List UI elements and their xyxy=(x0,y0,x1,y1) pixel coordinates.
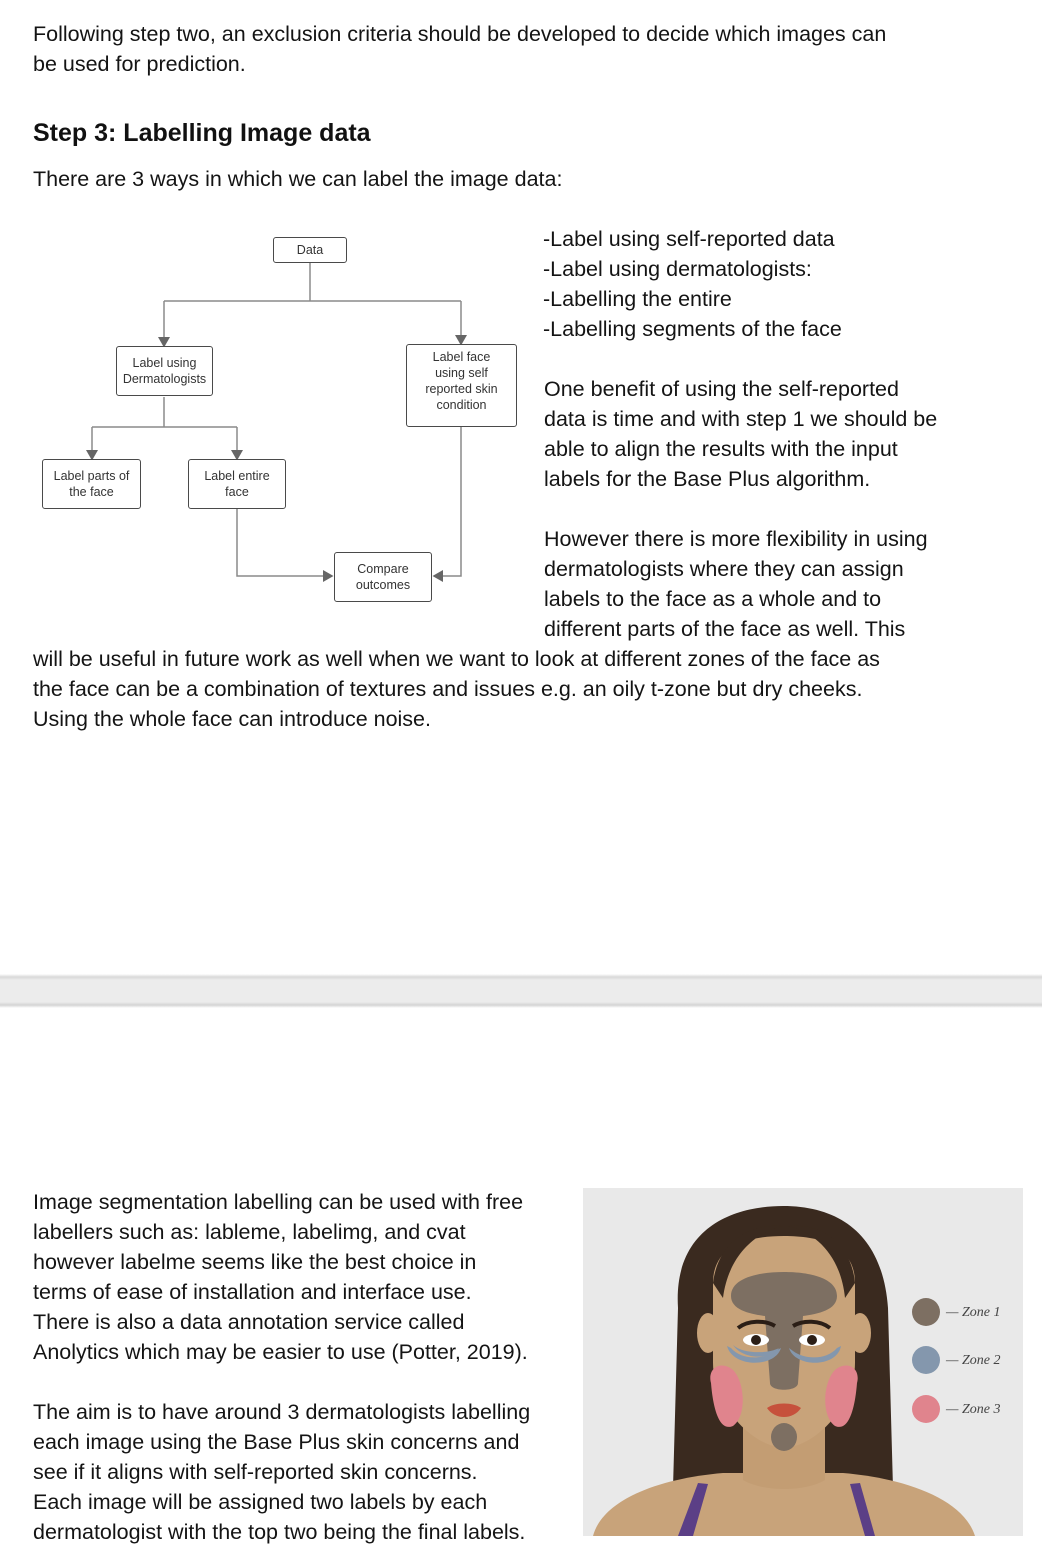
benefit-line: One benefit of using the self-reported xyxy=(544,377,899,401)
flexibility-line: labels to the face as a whole and to xyxy=(544,587,882,611)
flow-box-dermatologists xyxy=(116,346,213,396)
face-zones-drawing xyxy=(583,1188,1023,1536)
flow-box-self-reported-label: Label face using self reported skin condition xyxy=(425,350,498,412)
methods-item: -Labelling the entire xyxy=(543,287,732,311)
zone-2-label: — Zone 2 xyxy=(946,1353,1001,1368)
benefit-line: labels for the Base Plus algorithm. xyxy=(544,467,871,491)
segmentation-line: labellers such as: lableme, labelimg, and cvat xyxy=(33,1220,466,1244)
aim-line: dermatologist with the top two being the final labels. xyxy=(33,1520,526,1544)
flow-box-compare xyxy=(334,552,432,602)
flow-box-label-entire xyxy=(188,459,286,509)
aim-line: Each image will be assigned two labels by each xyxy=(33,1490,488,1514)
zone-3-label: — Zone 3 xyxy=(946,1402,1001,1417)
flow-box-data xyxy=(273,237,347,263)
methods-item: -Label using dermatologists: xyxy=(543,257,812,281)
flexibility-line: dermatologists where they can assign xyxy=(544,557,904,581)
flexibility-line: will be useful in future work as well when we want to look at different zones of the face as xyxy=(33,647,880,671)
aim-paragraph xyxy=(33,1397,530,1547)
zone-2-swatch xyxy=(912,1346,940,1374)
page-break-divider xyxy=(0,974,1042,1008)
flow-box-compare-label: Compare outcomes xyxy=(355,562,411,592)
segmentation-line: There is also a data annotation service called xyxy=(33,1310,465,1334)
segmentation-line: terms of ease of installation and interface use. xyxy=(33,1280,472,1304)
flexibility-line: However there is more flexibility in using xyxy=(544,527,928,551)
segmentation-line: Anolytics which may be easier to use (Potter, 2019). xyxy=(33,1340,528,1364)
zone-3-swatch xyxy=(912,1395,940,1423)
flow-box-self-reported xyxy=(406,344,517,427)
zone-1-swatch xyxy=(912,1298,940,1326)
flexibility-line: different parts of the face as well. This xyxy=(544,617,906,641)
flexibility-line: Using the whole face can introduce noise. xyxy=(33,707,431,731)
methods-item: -Label using self-reported data xyxy=(543,227,835,251)
segmentation-line: Image segmentation labelling can be used with free xyxy=(33,1190,524,1214)
methods-item: -Labelling segments of the face xyxy=(543,317,842,341)
flow-box-dermatologists-label: Label using Dermatologists xyxy=(122,356,207,386)
flexibility-line: the face can be a combination of textures and issues e.g. an oily t-zone but dry cheeks. xyxy=(33,677,863,701)
benefit-paragraph xyxy=(544,374,937,494)
face-zones-illustration xyxy=(583,1188,1023,1536)
labelling-flowchart xyxy=(30,225,530,615)
aim-line: The aim is to have around 3 dermatologists labelling xyxy=(33,1400,531,1424)
aim-line: each image using the Base Plus skin concerns and xyxy=(33,1430,520,1454)
flexibility-paragraph-bottom xyxy=(33,644,880,734)
intro-line-1: Following step two, an exclusion criteria should be developed to decide which images can xyxy=(33,22,887,46)
segmentation-line: however labelme seems like the best choice in xyxy=(33,1250,477,1274)
flow-box-label-parts xyxy=(42,459,141,509)
benefit-line: able to align the results with the input xyxy=(544,437,898,461)
segmentation-paragraph xyxy=(33,1187,528,1367)
step3-intro: There are 3 ways in which we can label the image data: xyxy=(33,167,563,191)
flow-box-label-parts-label: Label parts of the face xyxy=(53,469,130,499)
methods-list xyxy=(543,224,842,344)
zone-1-label: — Zone 1 xyxy=(946,1305,1001,1320)
flow-box-data-label: Data xyxy=(296,243,324,257)
flow-box-label-entire-label: Label entire face xyxy=(204,469,270,499)
flexibility-paragraph-top xyxy=(544,524,928,644)
benefit-line: data is time and with step 1 we should be xyxy=(544,407,938,431)
aim-line: see if it aligns with self-reported skin concerns. xyxy=(33,1460,478,1484)
step3-heading: Step 3: Labelling Image data xyxy=(33,119,371,147)
intro-line-2: be used for prediction. xyxy=(33,52,246,76)
